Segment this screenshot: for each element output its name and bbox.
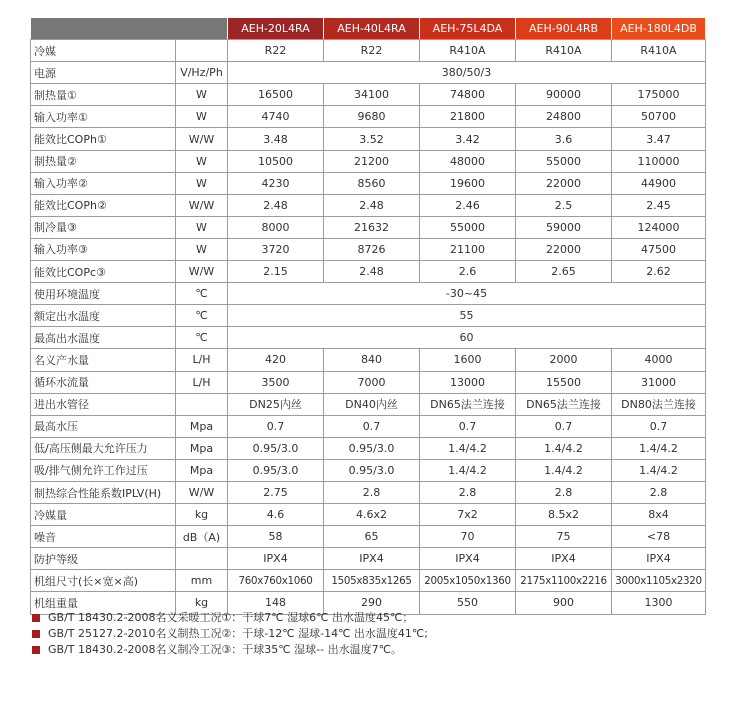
row-value: R22 <box>324 40 420 62</box>
row-value: 0.7 <box>420 415 516 437</box>
row-value: IPX4 <box>228 548 324 570</box>
row-value: 24800 <box>516 106 612 128</box>
row-value: 900 <box>516 592 612 614</box>
row-label: 输入功率① <box>31 106 176 128</box>
row-value: 48000 <box>420 150 516 172</box>
row-unit: W <box>176 216 228 238</box>
note-text: GB/T 25127.2-2010名义制热工况②：干球-12℃ 湿球-14℃ 出水温度41℃; <box>48 627 428 640</box>
row-value: 2.6 <box>420 261 516 283</box>
row-value: 2.15 <box>228 261 324 283</box>
spec-row <box>31 437 706 459</box>
row-value: R22 <box>228 40 324 62</box>
row-value: 59000 <box>516 216 612 238</box>
spec-row <box>31 327 706 349</box>
row-value: 44900 <box>612 172 706 194</box>
row-unit: W <box>176 106 228 128</box>
row-value: 2.48 <box>324 261 420 283</box>
row-value: 8560 <box>324 172 420 194</box>
row-label: 防护等级 <box>31 548 176 570</box>
row-label: 循环水流量 <box>31 371 176 393</box>
row-value: 10500 <box>228 150 324 172</box>
row-value: 0.7 <box>324 415 420 437</box>
row-value: 34100 <box>324 84 420 106</box>
row-value: 2.48 <box>228 194 324 216</box>
row-value: 124000 <box>612 216 706 238</box>
row-value: 3500 <box>228 371 324 393</box>
row-value: 0.7 <box>612 415 706 437</box>
row-unit: Mpa <box>176 459 228 481</box>
row-value: 1.4/4.2 <box>516 437 612 459</box>
row-value: 13000 <box>420 371 516 393</box>
row-label: 制热量② <box>31 150 176 172</box>
row-value: 8.5x2 <box>516 504 612 526</box>
header-corner <box>31 18 228 40</box>
row-value: 3000x1105x2320 <box>612 570 706 592</box>
row-value: 4.6x2 <box>324 504 420 526</box>
row-label: 名义产水量 <box>31 349 176 371</box>
row-value: 1.4/4.2 <box>612 437 706 459</box>
row-value: IPX4 <box>420 548 516 570</box>
row-value: 1300 <box>612 592 706 614</box>
row-value: 4.6 <box>228 504 324 526</box>
row-value: 148 <box>228 592 324 614</box>
row-value: 2.62 <box>612 261 706 283</box>
row-value: 74800 <box>420 84 516 106</box>
row-value: 2.5 <box>516 194 612 216</box>
spec-row <box>31 106 706 128</box>
row-value: 2.46 <box>420 194 516 216</box>
row-value: 22000 <box>516 172 612 194</box>
spec-row <box>31 504 706 526</box>
row-value: 110000 <box>612 150 706 172</box>
spec-row <box>31 150 706 172</box>
row-value: 0.95/3.0 <box>324 459 420 481</box>
row-value: 21100 <box>420 238 516 260</box>
spec-row <box>31 216 706 238</box>
row-value: 47500 <box>612 238 706 260</box>
spec-row <box>31 415 706 437</box>
row-label: 电源 <box>31 62 176 84</box>
spec-row <box>31 261 706 283</box>
row-value: 22000 <box>516 238 612 260</box>
row-value: 21200 <box>324 150 420 172</box>
row-label: 输入功率③ <box>31 238 176 260</box>
spec-row <box>31 194 706 216</box>
spec-row <box>31 62 706 84</box>
row-value: 2.8 <box>324 481 420 503</box>
row-value: 1505x835x1265 <box>324 570 420 592</box>
row-unit: L/H <box>176 349 228 371</box>
row-value: 90000 <box>516 84 612 106</box>
notes <box>32 610 428 658</box>
row-unit <box>176 548 228 570</box>
row-value: 1.4/4.2 <box>420 459 516 481</box>
row-label: 能效比COPc③ <box>31 261 176 283</box>
row-value: 3.48 <box>228 128 324 150</box>
row-unit: V/Hz/Ph <box>176 62 228 84</box>
row-label: 制冷量③ <box>31 216 176 238</box>
row-value: DN25内丝 <box>228 393 324 415</box>
row-label: 进出水管径 <box>31 393 176 415</box>
row-value: 420 <box>228 349 324 371</box>
row-unit: W/W <box>176 261 228 283</box>
row-unit: W/W <box>176 481 228 503</box>
row-unit: kg <box>176 504 228 526</box>
row-value: 2000 <box>516 349 612 371</box>
row-value: 2.48 <box>324 194 420 216</box>
row-value: 175000 <box>612 84 706 106</box>
row-value: 0.95/3.0 <box>228 437 324 459</box>
spec-row <box>31 172 706 194</box>
row-value: 840 <box>324 349 420 371</box>
spec-row <box>31 40 706 62</box>
spec-row <box>31 459 706 481</box>
row-label: 冷媒量 <box>31 504 176 526</box>
row-unit: W/W <box>176 128 228 150</box>
spec-body <box>31 40 706 614</box>
row-unit: W <box>176 172 228 194</box>
row-value: IPX4 <box>612 548 706 570</box>
note-item <box>32 642 428 658</box>
model-header: AEH-75L4DA <box>420 18 516 40</box>
row-value: 3.52 <box>324 128 420 150</box>
row-value-span: 380/50/3 <box>228 62 706 84</box>
spec-row <box>31 548 706 570</box>
row-value: DN65法兰连接 <box>516 393 612 415</box>
row-value: 2.75 <box>228 481 324 503</box>
row-value: 0.7 <box>228 415 324 437</box>
row-value: 75 <box>516 526 612 548</box>
row-value: 2.8 <box>612 481 706 503</box>
row-value: 15500 <box>516 371 612 393</box>
row-value: 16500 <box>228 84 324 106</box>
spec-row <box>31 305 706 327</box>
row-label: 额定出水温度 <box>31 305 176 327</box>
row-value: 4740 <box>228 106 324 128</box>
note-marker <box>32 646 40 654</box>
row-value: 65 <box>324 526 420 548</box>
row-value: 2005x1050x1360 <box>420 570 516 592</box>
row-value: 2.8 <box>516 481 612 503</box>
spec-row <box>31 393 706 415</box>
model-header: AEH-90L4RB <box>516 18 612 40</box>
row-value: 0.95/3.0 <box>228 459 324 481</box>
row-unit: W/W <box>176 194 228 216</box>
row-value: 1.4/4.2 <box>516 459 612 481</box>
note-marker <box>32 630 40 638</box>
row-label: 机组重量 <box>31 592 176 614</box>
spec-row <box>31 481 706 503</box>
note-item <box>32 626 428 642</box>
row-value: DN80法兰连接 <box>612 393 706 415</box>
row-value: 19600 <box>420 172 516 194</box>
row-value: 3.47 <box>612 128 706 150</box>
row-unit: W <box>176 238 228 260</box>
row-value: 2.8 <box>420 481 516 503</box>
spec-row <box>31 570 706 592</box>
row-value-span: -30~45 <box>228 283 706 305</box>
row-unit <box>176 40 228 62</box>
note-text: GB/T 18430.2-2008名义制冷工况③：干球35℃ 湿球-- 出水温度7℃。 <box>48 643 402 656</box>
row-value-span: 55 <box>228 305 706 327</box>
row-value: R410A <box>420 40 516 62</box>
row-value: 550 <box>420 592 516 614</box>
model-header: AEH-180L4DB <box>612 18 706 40</box>
row-unit: ℃ <box>176 283 228 305</box>
row-value: 2.45 <box>612 194 706 216</box>
row-value: 70 <box>420 526 516 548</box>
row-value: 9680 <box>324 106 420 128</box>
row-value: 2.65 <box>516 261 612 283</box>
header-row <box>31 18 706 40</box>
row-value: 7000 <box>324 371 420 393</box>
row-value: 4000 <box>612 349 706 371</box>
row-label: 使用环境温度 <box>31 283 176 305</box>
row-value: 50700 <box>612 106 706 128</box>
row-value: 1.4/4.2 <box>420 437 516 459</box>
note-text: GB/T 18430.2-2008名义采暖工况①：干球7℃ 湿球6℃ 出水温度45℃； <box>48 611 414 624</box>
row-label: 低/高压侧最大允许压力 <box>31 437 176 459</box>
row-value: R410A <box>516 40 612 62</box>
row-unit: Mpa <box>176 437 228 459</box>
row-unit: mm <box>176 570 228 592</box>
row-value: 0.95/3.0 <box>324 437 420 459</box>
row-unit: W <box>176 84 228 106</box>
row-label: 制热量① <box>31 84 176 106</box>
row-unit: ℃ <box>176 327 228 349</box>
row-value: 8726 <box>324 238 420 260</box>
note-item <box>32 610 428 626</box>
row-value: 290 <box>324 592 420 614</box>
row-value: R410A <box>612 40 706 62</box>
row-value: 55000 <box>420 216 516 238</box>
model-header: AEH-20L4RA <box>228 18 324 40</box>
spec-table <box>30 18 706 615</box>
row-value: 8x4 <box>612 504 706 526</box>
note-marker <box>32 614 40 622</box>
row-label: 能效比COPh① <box>31 128 176 150</box>
spec-row <box>31 283 706 305</box>
row-label: 制热综合性能系数IPLV(H) <box>31 481 176 503</box>
row-value: 3720 <box>228 238 324 260</box>
row-value: 760x760x1060 <box>228 570 324 592</box>
row-unit <box>176 393 228 415</box>
row-value: 8000 <box>228 216 324 238</box>
row-value: 1.4/4.2 <box>612 459 706 481</box>
row-value: 3.42 <box>420 128 516 150</box>
row-value: IPX4 <box>516 548 612 570</box>
row-value: <78 <box>612 526 706 548</box>
row-unit: dB（A) <box>176 526 228 548</box>
row-value: 2175x1100x2216 <box>516 570 612 592</box>
row-value: 55000 <box>516 150 612 172</box>
row-value: 58 <box>228 526 324 548</box>
row-value: 7x2 <box>420 504 516 526</box>
spec-row <box>31 371 706 393</box>
spec-row <box>31 238 706 260</box>
spec-row <box>31 84 706 106</box>
row-label: 冷媒 <box>31 40 176 62</box>
spec-row <box>31 526 706 548</box>
row-unit: W <box>176 150 228 172</box>
row-value: 3.6 <box>516 128 612 150</box>
row-unit: L/H <box>176 371 228 393</box>
row-value: 31000 <box>612 371 706 393</box>
row-unit: ℃ <box>176 305 228 327</box>
row-unit: kg <box>176 592 228 614</box>
row-value: IPX4 <box>324 548 420 570</box>
row-label: 最高水压 <box>31 415 176 437</box>
row-value: 1600 <box>420 349 516 371</box>
row-label: 噪音 <box>31 526 176 548</box>
spec-row <box>31 349 706 371</box>
model-header: AEH-40L4RA <box>324 18 420 40</box>
row-label: 机组尺寸(长×宽×高) <box>31 570 176 592</box>
row-label: 吸/排气侧允许工作过压 <box>31 459 176 481</box>
row-label: 能效比COPh② <box>31 194 176 216</box>
row-label: 最高出水温度 <box>31 327 176 349</box>
row-unit: Mpa <box>176 415 228 437</box>
spec-row <box>31 128 706 150</box>
row-value: 21800 <box>420 106 516 128</box>
row-value-span: 60 <box>228 327 706 349</box>
row-value: 0.7 <box>516 415 612 437</box>
row-value: 21632 <box>324 216 420 238</box>
row-label: 输入功率② <box>31 172 176 194</box>
row-value: DN65法兰连接 <box>420 393 516 415</box>
row-value: 4230 <box>228 172 324 194</box>
row-value: DN40内丝 <box>324 393 420 415</box>
